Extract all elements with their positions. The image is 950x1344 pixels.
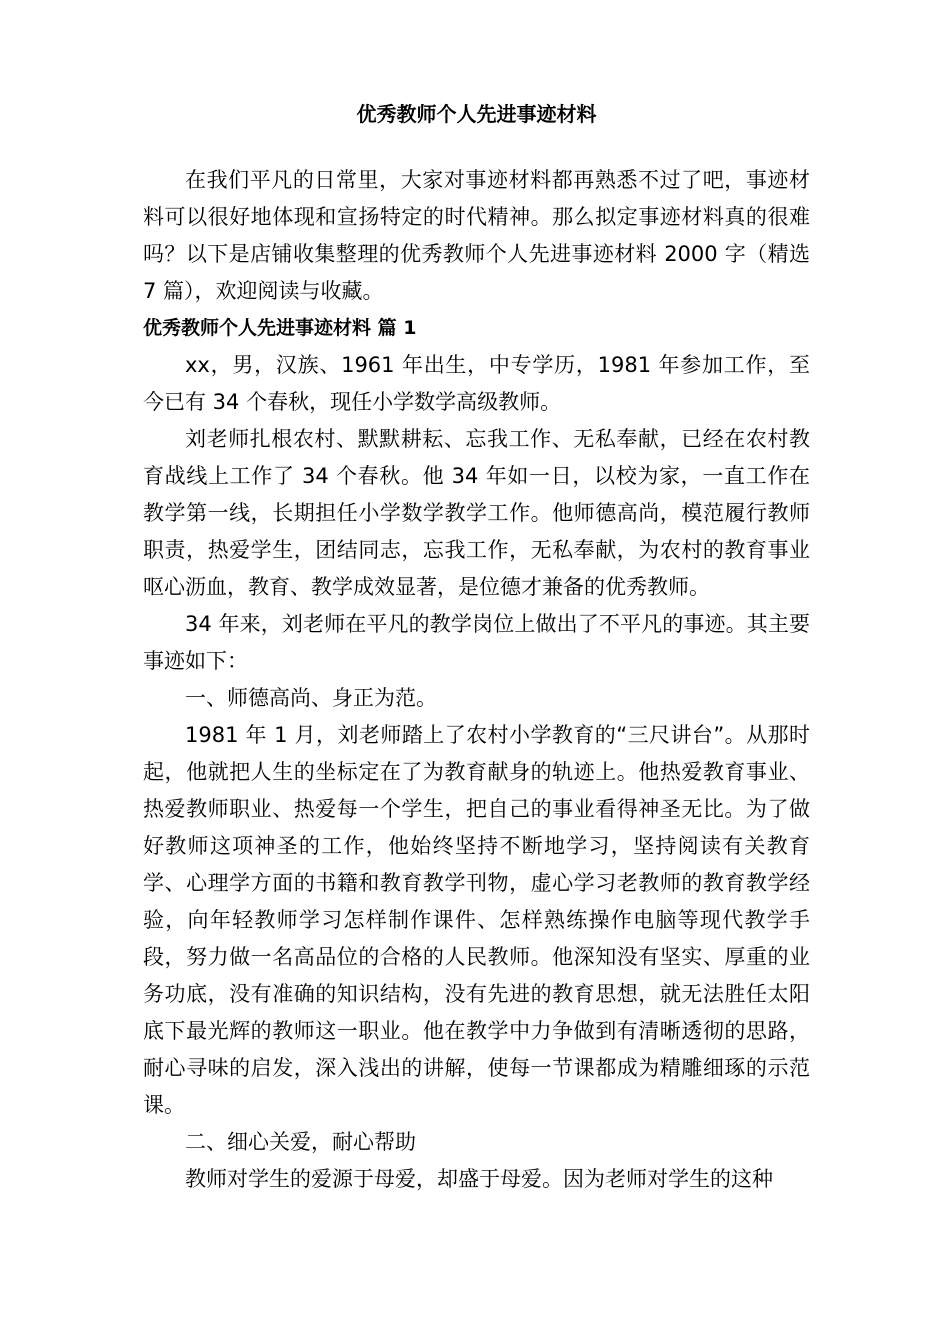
section-heading: 优秀教师个人先进事迹材料 篇 1: [143, 317, 417, 339]
subheading-care: 二、细心关爱，耐心帮助: [185, 1130, 416, 1154]
subheading-ethics: 一、师德高尚、身正为范。: [185, 686, 437, 710]
body-paragraph-care: 教师对学生的爱源于母爱，却盛于母爱。因为老师对学生的这种: [185, 1167, 773, 1191]
body-paragraph-profile: xx，男，汉族、1961 年出生，中专学历，1981 年参加工作，至今已有 34 个春秋，现任小学数学高级教师。: [143, 353, 810, 414]
body-paragraph-deeds-intro: 34 年来，刘老师在平凡的教学岗位上做出了不平凡的事迹。其主要事迹如下：: [143, 612, 810, 673]
body-paragraph-ethics: 1981 年 1 月，刘老师踏上了农村小学教育的“三尺讲台”。从那时起，他就把人生的坐标定在了为教育献身的轨迹上。他热爱教育事业、热爱教师职业、热爱每一个学生，把自己的事业看得神圣无比。为了做好教师这项神圣的工作，他始终坚持不断地学习，坚持阅读有关教育学、心理学方面的书籍和教育教学刊物，虚心学习老教师的教育教学经验，向年轻教师学习怎样制作课件、怎样熟练操作电脑等现代教学手段，努力做一名高品位的合格的人民教师。他深知没有坚实、厚重的业务功底，没有准确的知识结构，没有先进的教育思想，就无法胜任太阳底下最光辉的教师这一职业。他在教学中力争做到有清晰透彻的思路，耐心寻味的启发，深入浅出的讲解，使每一节课都成为精雕细琢的示范课。: [143, 723, 810, 1117]
document-title: 优秀教师个人先进事迹材料: [356, 102, 597, 126]
body-paragraph-summary: 刘老师扎根农村、默默耕耘、忘我工作、无私奉献，已经在农村教育战线上工作了 34 个春秋。他 34 年如一日，以校为家，一直工作在教学第一线，长期担任小学数学教学工作。他师德高尚，模范履行教师职责，热爱学生，团结同志，忘我工作，无私奉献，为农村的教育事业呕心沥血，教育、教学成效显著，是位德才兼备的优秀教师。: [143, 427, 810, 599]
document-page: [143, 100, 810, 1198]
intro-paragraph: 在我们平凡的日常里，大家对事迹材料都再熟悉不过了吧，事迹材料可以很好地体现和宣扬特定的时代精神。那么拟定事迹材料真的很难吗？以下是店铺收集整理的优秀教师个人先进事迹材料 2000 字（精选 7 篇），欢迎阅读与收藏。: [143, 168, 810, 303]
